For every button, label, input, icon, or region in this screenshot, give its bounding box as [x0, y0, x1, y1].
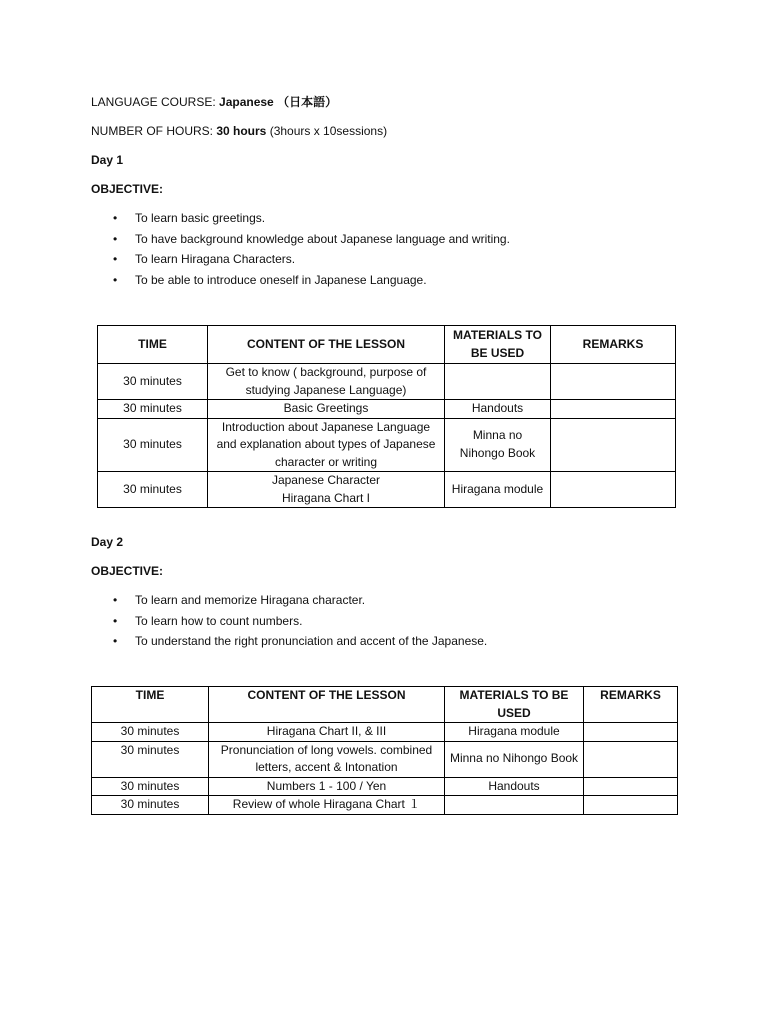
cell-time: 30 minutes — [98, 400, 208, 419]
cell-time: 30 minutes — [92, 777, 209, 796]
table-row — [98, 472, 676, 508]
table-row — [98, 364, 676, 400]
table-row — [92, 777, 678, 796]
header-content: CONTENT OF THE LESSON — [209, 687, 445, 723]
day2-objectives — [91, 592, 487, 654]
objective-item: • To learn how to count numbers. — [91, 613, 487, 634]
cell-remarks — [551, 418, 676, 472]
cell-content: Numbers 1 - 100 / Yen — [209, 777, 445, 796]
course-label: LANGUAGE COURSE: — [91, 95, 220, 109]
table-row — [92, 796, 678, 815]
cell-materials: Minna no Nihongo Book — [445, 741, 584, 777]
cell-time: 30 minutes — [92, 723, 209, 742]
day2-heading: Day 2 — [91, 535, 124, 549]
objective-item: • To be able to introduce oneself in Japanese Language. — [91, 272, 510, 293]
hours-label: NUMBER OF HOURS: — [91, 124, 217, 138]
day1-heading: Day 1 — [91, 153, 124, 167]
cell-time: 30 minutes — [98, 364, 208, 400]
cell-materials — [445, 796, 584, 815]
table-row — [98, 418, 676, 472]
table-header-row — [98, 326, 676, 364]
cell-materials: Handouts — [445, 777, 584, 796]
cell-content: Introduction about Japanese Language and explanation about types of Japanese character or writing — [208, 418, 445, 472]
day1-objectives — [91, 210, 510, 293]
objective-item: • To understand the right pronunciation and accent of the Japanese. — [91, 633, 487, 654]
header-time: TIME — [92, 687, 209, 723]
hours-detail: (3hours x 10sessions) — [266, 124, 388, 138]
cell-remarks — [584, 777, 678, 796]
header-materials: MATERIALS TO BE USED — [445, 326, 551, 364]
cell-remarks — [551, 364, 676, 400]
cell-time: 30 minutes — [92, 796, 209, 815]
header-remarks: REMARKS — [551, 326, 676, 364]
cell-content: Review of whole Hiragana Chart １ — [209, 796, 445, 815]
cell-content: Japanese Character Hiragana Chart I — [208, 472, 445, 508]
day1-objective-label: OBJECTIVE: — [91, 182, 164, 196]
objective-item: • To have background knowledge about Japanese language and writing. — [91, 231, 510, 252]
course-value: Japanese （日本語） — [219, 95, 338, 109]
table-header-row — [92, 687, 678, 723]
cell-remarks — [551, 400, 676, 419]
cell-content: Pronunciation of long vowels. combined letters, accent & Intonation — [209, 741, 445, 777]
objective-item: • To learn basic greetings. — [91, 210, 510, 231]
cell-materials — [445, 364, 551, 400]
hours-value: 30 hours — [216, 124, 267, 138]
cell-remarks — [584, 741, 678, 777]
hours-line — [91, 123, 387, 139]
objective-item: • To learn and memorize Hiragana character. — [91, 592, 487, 613]
header-content: CONTENT OF THE LESSON — [208, 326, 445, 364]
cell-time: 30 minutes — [98, 472, 208, 508]
cell-materials: Handouts — [445, 400, 551, 419]
day1-lesson-table — [97, 325, 676, 508]
cell-remarks — [584, 796, 678, 815]
cell-content: Basic Greetings — [208, 400, 445, 419]
cell-time: 30 minutes — [92, 741, 209, 777]
cell-content: Hiragana Chart II, & III — [209, 723, 445, 742]
table-row — [92, 741, 678, 777]
cell-materials: Hiragana module — [445, 723, 584, 742]
header-time: TIME — [98, 326, 208, 364]
header-materials: MATERIALS TO BE USED — [445, 687, 584, 723]
course-line — [91, 94, 337, 110]
objective-item: • To learn Hiragana Characters. — [91, 251, 510, 272]
table-row — [98, 400, 676, 419]
cell-remarks — [551, 472, 676, 508]
cell-materials: Hiragana module — [445, 472, 551, 508]
cell-remarks — [584, 723, 678, 742]
day2-objective-label: OBJECTIVE: — [91, 564, 164, 578]
cell-materials: Minna no Nihongo Book — [445, 418, 551, 472]
cell-content: Get to know ( background, purpose of studying Japanese Language) — [208, 364, 445, 400]
day2-lesson-table — [91, 686, 678, 815]
table-row — [92, 723, 678, 742]
cell-time: 30 minutes — [98, 418, 208, 472]
header-remarks: REMARKS — [584, 687, 678, 723]
